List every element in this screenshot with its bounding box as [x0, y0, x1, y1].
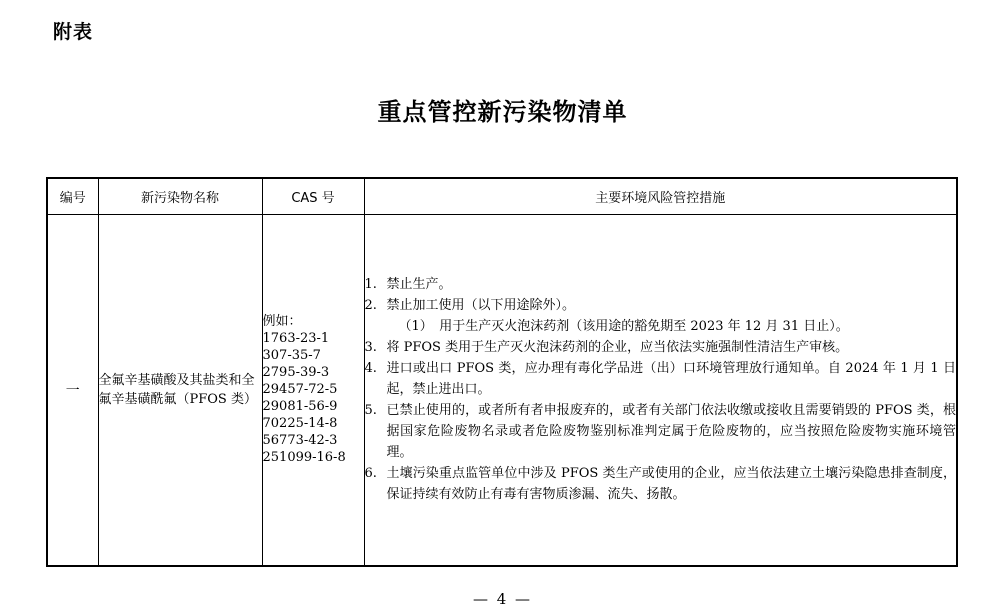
header-number: 编号: [47, 178, 98, 214]
measure-number: 4.: [364, 361, 377, 377]
row-number: 一: [47, 214, 98, 566]
page-number: — 4 —: [472, 590, 533, 608]
measure-text: 进口或出口 PFOS 类，应办理有毒化学品进（出）口环境管理放行通知单。自 2024 年 1 月 1 日起，禁止进出口。: [386, 361, 956, 398]
cas-cell: [262, 214, 364, 566]
measure-item: [365, 463, 957, 505]
document-title: 重点管控新污染物清单: [377, 97, 628, 126]
measures-cell: [364, 214, 957, 566]
cas-number: 70225-14-8: [262, 416, 338, 432]
header-name: 新污染物名称: [98, 178, 262, 214]
table-header-row: [47, 178, 957, 214]
measure-text: 禁止生产。: [386, 277, 452, 293]
cas-number: 307-35-7: [262, 348, 321, 364]
measure-text: 已禁止使用的，或者所有者申报废弃的，或者有关部门依法收缴或接收且需要销毁的 PFOS 类，根据国家危险废物名录或者危险废物鉴别标准判定属于危险废物的，应当按照危险废物实施环境管理。: [386, 403, 956, 461]
measure-number: 5.: [364, 403, 377, 419]
measure-item: [365, 400, 957, 463]
table-row: [47, 214, 957, 566]
header-cas: CAS 号: [262, 178, 364, 214]
cas-number: 1763-23-1: [262, 331, 330, 347]
measure-text: 土壤污染重点监管单位中涉及 PFOS 类生产或使用的企业，应当依法建立土壤污染隐患排查制度，保证持续有效防止有毒有害物质渗漏、流失、扬散。: [386, 466, 956, 503]
cas-intro: 例如：: [262, 314, 302, 330]
cas-number: 251099-16-8: [262, 450, 346, 466]
pollutant-name: 全氟辛基磺酸及其盐类和全氟辛基磺酰氟（PFOS 类）: [98, 214, 262, 566]
measure-number: 6.: [364, 466, 377, 482]
measure-number: 1.: [364, 277, 377, 293]
pollutant-table: [46, 177, 958, 567]
measure-item: [365, 274, 957, 295]
measure-subitem: （1） 用于生产灭火泡沫药剂（该用途的豁免期至 2023 年 12 月 31 日止）。: [398, 319, 849, 335]
measure-number: 3.: [364, 340, 377, 356]
measure-item: [365, 358, 957, 400]
appendix-label: 附表: [53, 21, 94, 43]
cas-number: 2795-39-3: [262, 365, 330, 381]
measure-number: 2.: [364, 298, 377, 314]
header-measures: 主要环境风险管控措施: [364, 178, 957, 214]
cas-number: 56773-42-3: [262, 433, 338, 449]
measure-text: 将 PFOS 类用于生产灭火泡沫药剂的企业，应当依法实施强制性清洁生产审核。: [386, 340, 849, 356]
cas-number: 29457-72-5: [262, 382, 338, 398]
measure-item: [365, 295, 957, 316]
measure-item: [365, 337, 957, 358]
measure-text: 禁止加工使用（以下用途除外）。: [386, 298, 576, 314]
cas-number: 29081-56-9: [262, 399, 338, 415]
